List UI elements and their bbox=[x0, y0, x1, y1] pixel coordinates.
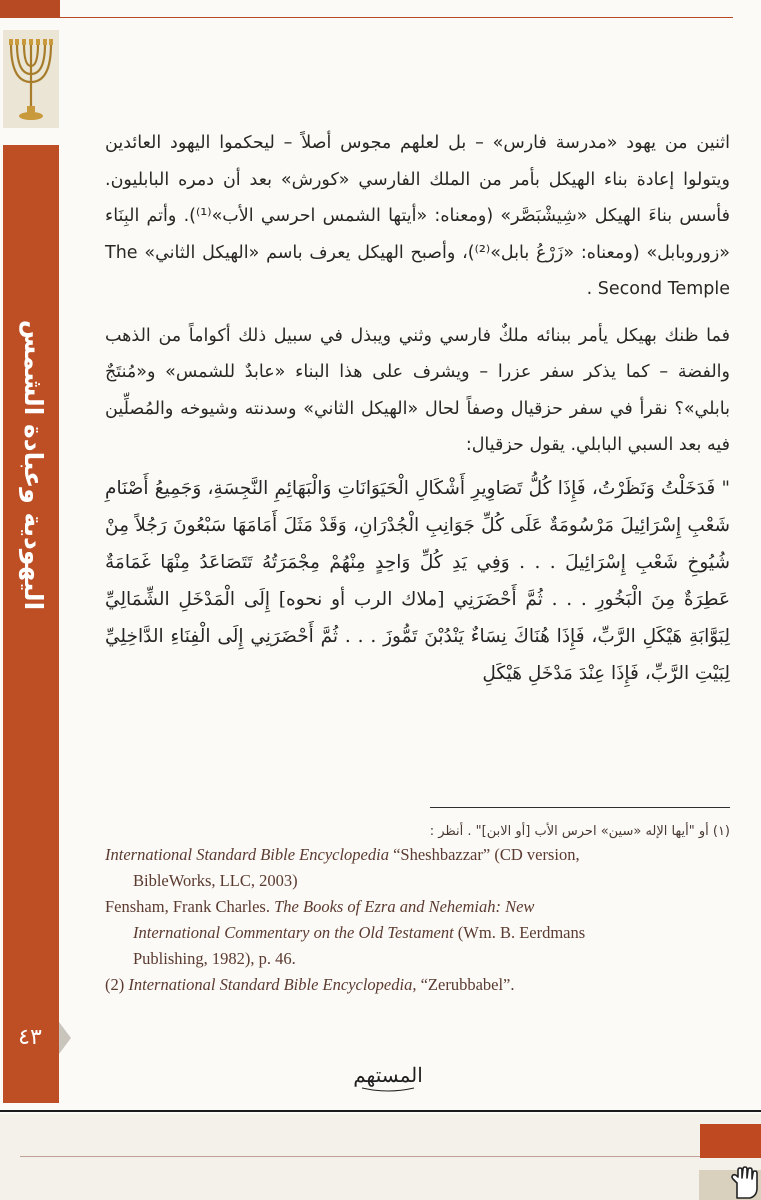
side-title-band bbox=[3, 145, 59, 1103]
paragraph-1: اثنين من يهود «مدرسة فارس» – بل لعلهم مجوس أصلاً – ليحكموا اليهود العائدين ويتولوا إعادة بناء الهيكل بأمر من الملك الفارسي «كورش» بعد أن دمره البابليون. فأسس بناءَ الهيكل «شِيشْبَصَّر» (ومعناه: «أيتها الشمس احرسي الأب»⁽¹⁾). وأتم البِنَاء «زوروبابل» (ومعناه: «زَرْعُ بابل»⁽²⁾)، وأصبح الهيكل يعرف باسم «الهيكل الثاني» The Second Temple . bbox=[105, 133, 730, 299]
footnote-separator bbox=[430, 807, 730, 808]
footnote-1-arabic: (١) أو "أيها الإله «سين» احرس الأب [أو الابن]" . أنظر : bbox=[429, 824, 730, 839]
reference-1 bbox=[105, 842, 730, 894]
footnote-2-title: International Standard Bible Encyclopedia, bbox=[128, 975, 417, 994]
footnote-2 bbox=[105, 972, 730, 998]
main-text-block bbox=[105, 125, 730, 692]
publisher-logo bbox=[348, 1058, 428, 1096]
hand-cursor-icon[interactable] bbox=[728, 1166, 760, 1200]
reference-2-series: International Commentary on the Old Testament bbox=[133, 923, 454, 942]
menorah-image bbox=[3, 30, 59, 128]
reference-1-line2: BibleWorks, LLC, 2003) bbox=[133, 871, 298, 890]
top-accent-block bbox=[0, 0, 60, 18]
reference-1-title: International Standard Bible Encyclopedia bbox=[105, 845, 389, 864]
reference-1-rest: “Sheshbazzar” (CD version, bbox=[388, 845, 580, 864]
menorah-icon bbox=[3, 30, 59, 128]
footnotes bbox=[105, 822, 730, 998]
footnote-2-rest: “Zerubbabel”. bbox=[416, 975, 515, 994]
page-number: ٤٣ bbox=[18, 1025, 42, 1050]
page-number-notch bbox=[59, 1022, 71, 1054]
reference-2 bbox=[105, 894, 730, 972]
next-page-preview bbox=[0, 1114, 761, 1200]
book-side-title: اليهودية وعبادة الشمس bbox=[19, 319, 48, 611]
reference-2-author: Fensham, Frank Charles. bbox=[105, 897, 275, 916]
next-page-accent bbox=[700, 1124, 761, 1158]
reference-2-title: The Books of Ezra and Nehemiah: New bbox=[274, 897, 535, 916]
top-rule bbox=[60, 17, 733, 18]
next-page-rule bbox=[20, 1156, 700, 1157]
top-header-bar bbox=[0, 0, 761, 20]
footnote-2-prefix: (2) bbox=[105, 975, 129, 994]
reference-2-publisher: (Wm. B. Eerdmans bbox=[453, 923, 586, 942]
ezekiel-quote: " فَدَخَلْتُ وَنَظَرْتُ، فَإِذَا كُلُّ تَصَاوِيرِ أَشْكَالِ الْحَيَوَانَاتِ وَالْبَهَائِمِ النَّجِسَةِ، وَجَمِيعُ أَصْنَامِ شَعْبِ إِسْرَائِيلَ مَرْسُومَةٌ عَلَى كُلِّ جَوَانِبِ الْجُدْرَانِ، وَقَدْ مَثَلَ أَمَامَهَا سَبْعُونَ رَجُلاً مِنْ شُيُوخِ شَعْبِ إِسْرَائِيلَ . . . وَفِي يَدِ كُلِّ وَاحِدٍ مِنْهُمْ مِجْمَرَتُهُ تَتَصَاعَدُ مِنْهَا غَمَامَةٌ عَطِرَةٌ مِنَ الْبَخُورِ . . . ثُمَّ أَحْضَرَنِي [ملاك الرب أو نحوه] إِلَى الْمَدْخَلِ الشِّمَالِيِّ لِبَوَّابَةِ هَيْكَلِ الرَّبِّ، فَإِذَا هُنَاكَ نِسَاءٌ يَنْدُبْنَ تَمُّوزَ . . . ثُمَّ أَحْضَرَنِي إِلَى الْفِنَاءِ الدَّاخِلِيِّ لِبَيْتِ الرَّبِّ، فَإِذَا عِنْدَ مَدْخَلِ هَيْكَلِ bbox=[105, 477, 730, 684]
logo-text: المستهم bbox=[353, 1063, 423, 1087]
page-divider bbox=[0, 1110, 761, 1112]
reference-2-line3: Publishing, 1982), p. 46. bbox=[133, 949, 296, 968]
paragraph-2: فما ظنك بهيكل يأمر ببنائه ملكٌ فارسي وثني ويبذل في سبيل ذلك أكواماً من الذهب والفضة – كما يذكر سفر عزرا – ويشرف على هذا البناء «عابدٌ للشمس» و«مُنتَجٌ بابلي»؟ نقرأ في سفر حزقيال وصفاً لحال «الهيكل الثاني» وسدنته وشيوخه والمُصلِّين فيه بعد السبي البابلي. يقول حزقيال: bbox=[105, 325, 730, 455]
